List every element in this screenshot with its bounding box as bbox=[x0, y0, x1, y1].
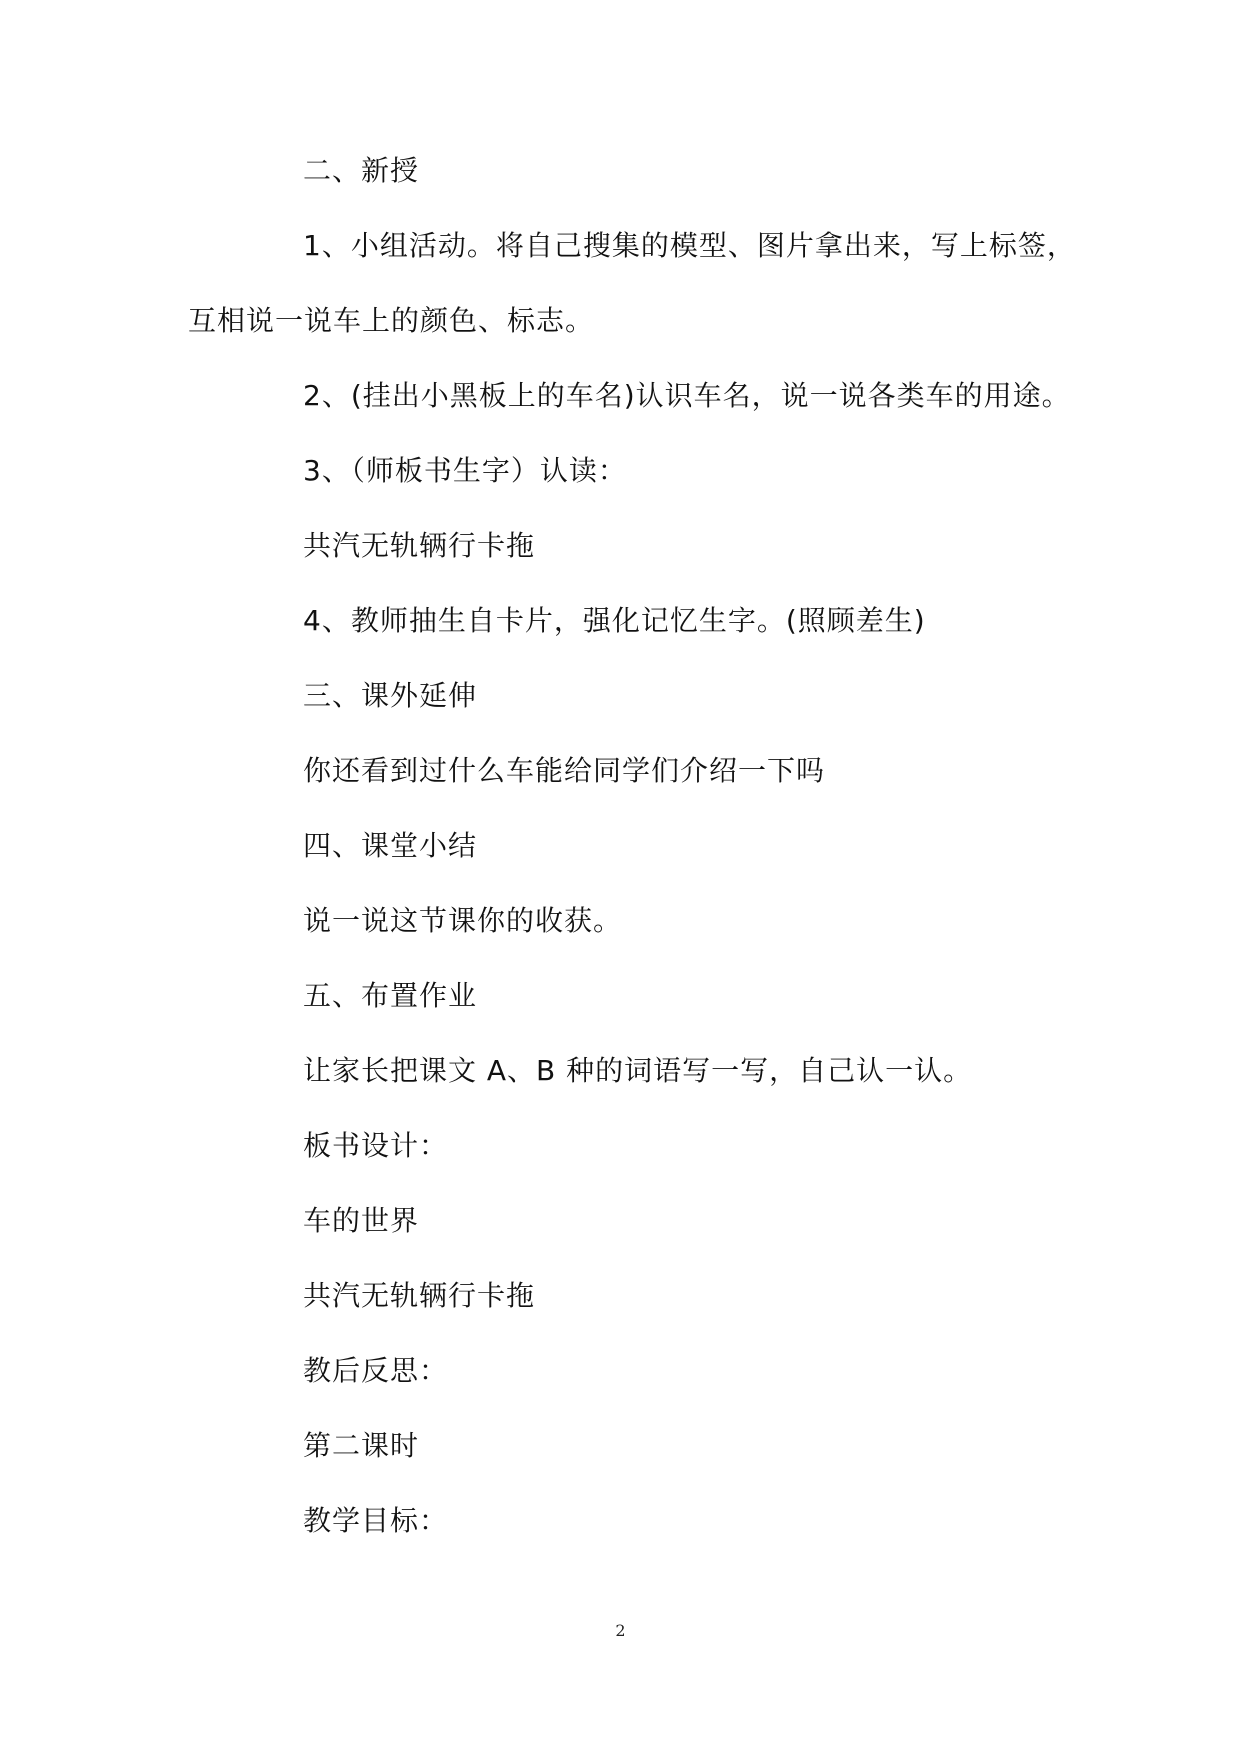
section-heading-homework: 五、布置作业 bbox=[303, 979, 478, 1012]
paragraph-line: 你还看到过什么车能给同学们介绍一下吗 bbox=[303, 754, 826, 787]
paragraph-line: 2、(挂出小黑板上的车名)认识车名，说一说各类车的用途。 bbox=[303, 379, 1071, 412]
paragraph-line: 互相说一说车上的颜色、标志。 bbox=[188, 304, 595, 337]
paragraph-line: 车的世界 bbox=[303, 1204, 420, 1237]
paragraph-line: 第二课时 bbox=[303, 1429, 420, 1462]
paragraph-line: 3、（师板书生字）认读： bbox=[303, 454, 627, 487]
paragraph-line: 教学目标： bbox=[303, 1504, 449, 1537]
paragraph-line: 板书设计： bbox=[303, 1129, 449, 1162]
page-number: 2 bbox=[615, 1621, 626, 1640]
section-heading-new-lesson: 二、新授 bbox=[303, 154, 420, 187]
section-heading-summary: 四、课堂小结 bbox=[303, 829, 478, 862]
paragraph-line: 说一说这节课你的收获。 bbox=[303, 904, 623, 937]
paragraph-line: 教后反思： bbox=[303, 1354, 449, 1387]
paragraph-line: 让家长把课文 A、B 种的词语写一写，自己认一认。 bbox=[303, 1054, 973, 1087]
section-heading-extension: 三、课外延伸 bbox=[303, 679, 478, 712]
paragraph-line: 共汽无轨辆行卡拖 bbox=[303, 529, 536, 562]
paragraph-line: 4、教师抽生自卡片，强化记忆生字。(照顾差生) bbox=[303, 604, 926, 637]
paragraph-line: 1、小组活动。将自己搜集的模型、图片拿出来，写上标签， bbox=[303, 229, 1076, 262]
paragraph-line: 共汽无轨辆行卡拖 bbox=[303, 1279, 536, 1312]
